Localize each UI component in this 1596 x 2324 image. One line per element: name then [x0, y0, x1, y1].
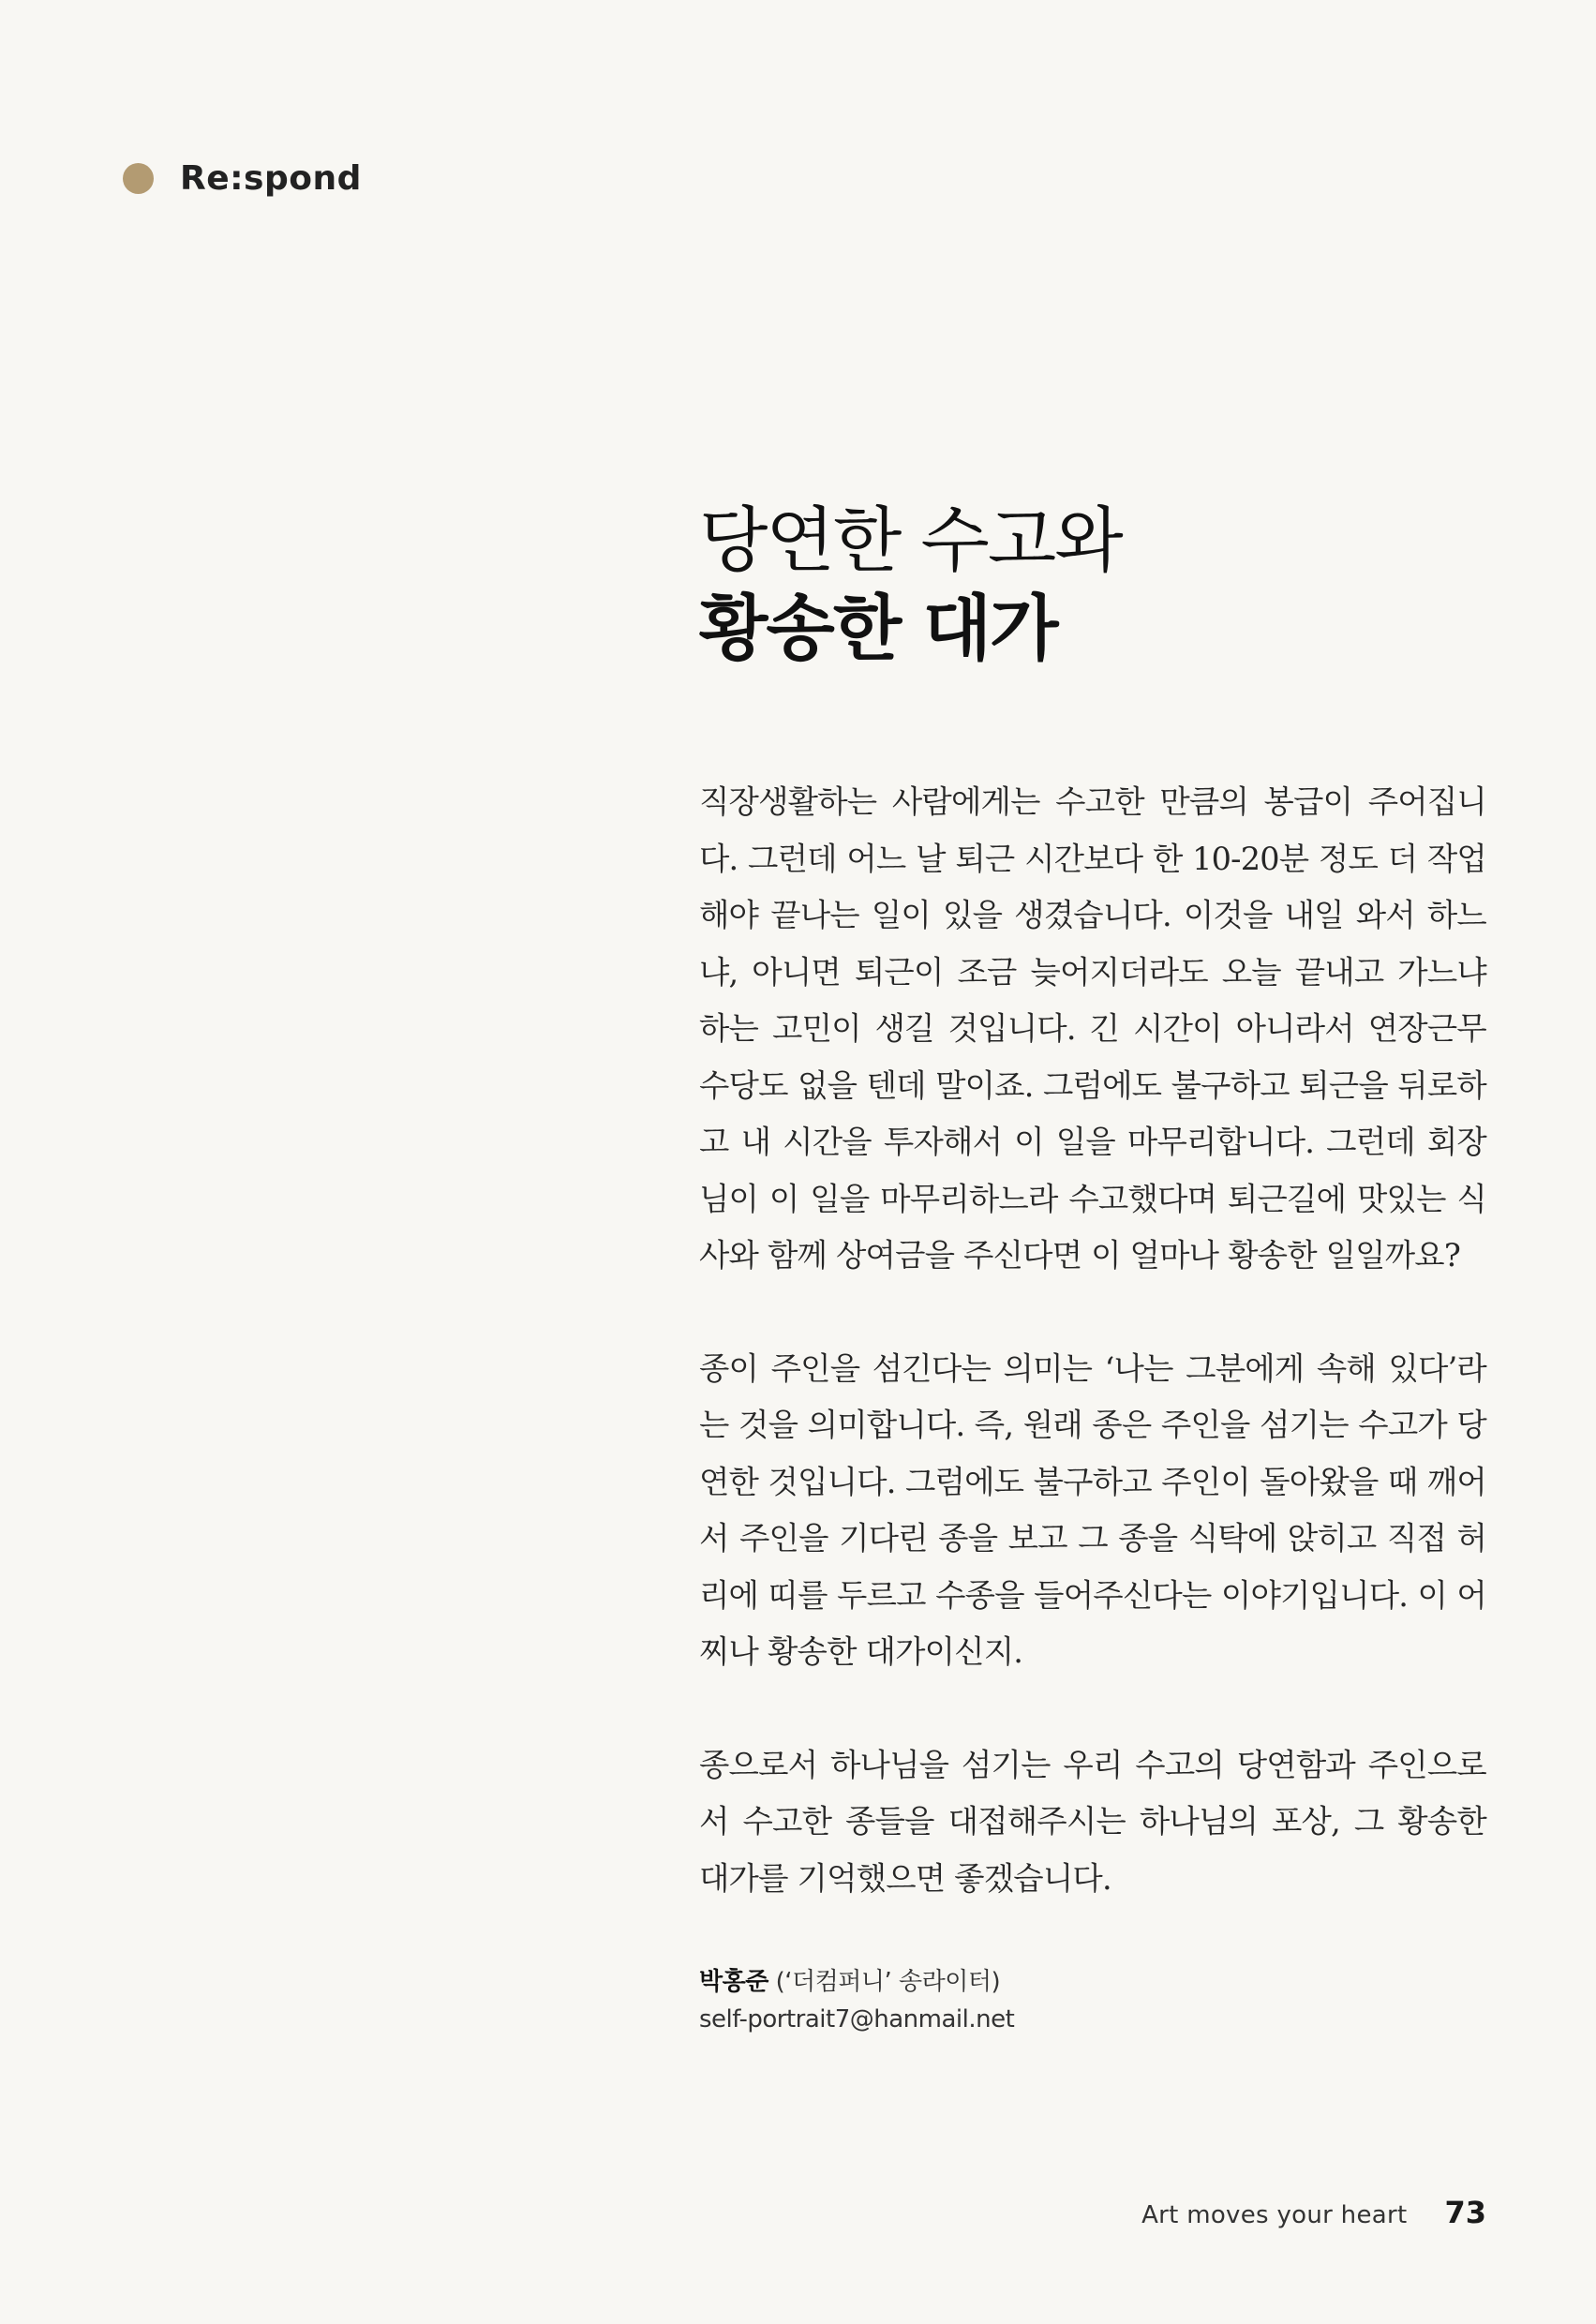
author-name: 박홍준: [699, 1968, 768, 1996]
section-tag: [123, 159, 362, 198]
article-body: [699, 774, 1486, 1907]
article-title-line-1: 당연한 수고와: [699, 499, 1122, 582]
page-footer: [1141, 2195, 1486, 2230]
article-title-line-2: 황송한 대가: [699, 587, 1057, 670]
article-paragraph-2: 종이 주인을 섬긴다는 의미는 ‘나는 그분에게 속해 있다’라는 것을 의미합니다. 즉, 원래 종은 주인을 섬기는 수고가 당연한 것입니다. 그럼에도 불구하고 주인이 돌아왔을 때 깨어서 주인을 기다린 종을 보고 그 종을 식탁에 앉히고 직접 허리에 띠를 두르고 수종을 들어주신다는 이야기입니다. 이 어찌나 황송한 대가이신지.: [699, 1349, 1486, 1670]
author-role: (‘더컴퍼니’ 송라이터): [768, 1968, 1001, 1996]
page-number: 73: [1444, 2195, 1486, 2230]
author-email: self-portrait7@hanmail.net: [699, 2005, 1015, 2034]
footer-tagline: Art moves your heart: [1141, 2201, 1408, 2229]
section-dot-icon: [123, 163, 154, 194]
article-title: [699, 497, 1486, 673]
article-paragraph-3: 종으로서 하나님을 섬기는 우리 수고의 당연함과 주인으로서 수고한 종들을 대접해주시는 하나님의 포상, 그 황송한 대가를 기억했으면 좋겠습니다.: [699, 1746, 1486, 1897]
article: [699, 497, 1486, 2038]
article-paragraph-1: 직장생활하는 사람에게는 수고한 만큼의 봉급이 주어집니다. 그런데 어느 날 퇴근 시간보다 한 10-20분 정도 더 작업해야 끝나는 일이 있을 생겼습니다. 이것을 내일 와서 하느냐, 아니면 퇴근이 조금 늦어지더라도 오늘 끝내고 가느냐 하는 고민이 생길 것입니다. 긴 시간이 아니라서 연장근무 수당도 없을 텐데 말이죠. 그럼에도 불구하고 퇴근을 뒤로하고 내 시간을 투자해서 이 일을 마무리합니다. 그런데 회장님이 이 일을 마무리하느라 수고했다며 퇴근길에 맛있는 식사와 함께 상여금을 주신다면 이 얼마나 황송한 일일까요?: [699, 783, 1486, 1274]
author-byline: [699, 1963, 1486, 2038]
section-label: Re:spond: [180, 159, 362, 198]
